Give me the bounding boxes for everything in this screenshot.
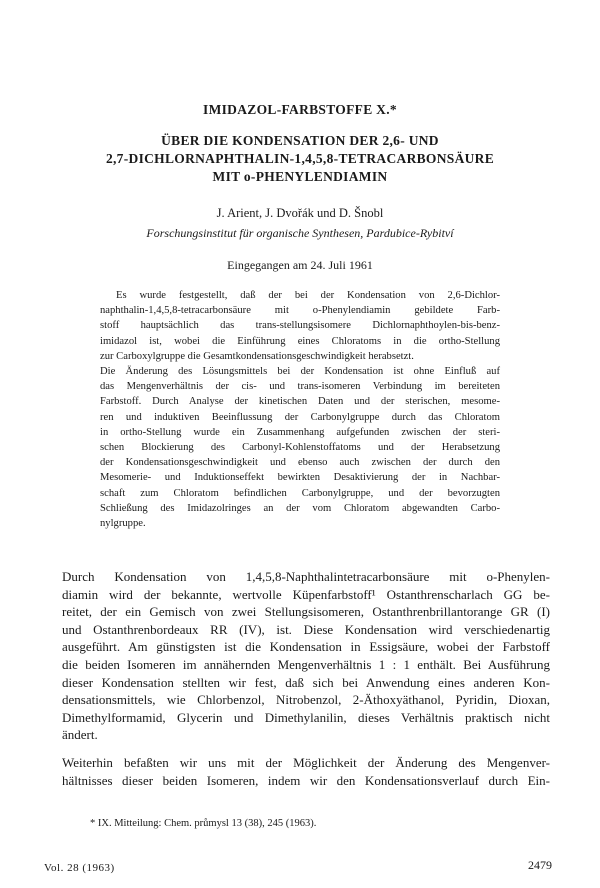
abstract-line: ren und induktiven Beeinflussung der Carbonylgruppe durch das Chloratom xyxy=(100,411,500,423)
institute: Forschungsinstitut für organische Synthesen, Pardubice-Rybitví xyxy=(146,226,454,240)
body-line: diamin wird der bekannte, wertvolle Küpenfarbstoff¹ Ostanthrenscharlach GG be- xyxy=(62,586,550,602)
body-line: reitet, der ein Gemisch von zwei Stellungsisomeren, Ostanthrenbrillantorange GR (I) xyxy=(62,604,550,620)
subtitle-line: 2,7-DICHLORNAPHTHALIN-1,4,5,8-TETRACARBONSÄURE xyxy=(105,151,495,166)
body-line: hältnisses dieser beiden Isomeren, indem wir den Kondensationsverlauf durch Ein- xyxy=(62,772,550,788)
abstract-line: stoff hauptsächlich das trans-stellungsisomere Dichlornaphthoylen-bis-benz- xyxy=(100,320,500,332)
body-line: Dimethylformamid, Glycerin und Dimethylanilin, dieses Verhältnis praktisch nicht xyxy=(62,709,550,725)
body-text xyxy=(62,568,550,789)
body-line: dieser Kondensation stellten wir fest, daß sich bei Anwendung eines anderen Kon- xyxy=(62,674,550,690)
abstract xyxy=(100,288,500,531)
subtitle-line: MIT o-PHENYLENDIAMIN xyxy=(212,169,388,184)
received-date: Eingegangen am 24. Juli 1961 xyxy=(227,258,373,272)
abstract-line: zur Carboxylgruppe die Gesamtkondensationsgeschwindigkeit herabsetzt. xyxy=(100,350,414,362)
abstract-line: schen Blockierung des Carbonyl-Kohlenstoffatoms und der Herabsetzung xyxy=(100,442,500,454)
subtitle-line: ÜBER DIE KONDENSATION DER 2,6- UND xyxy=(161,133,439,148)
body-line: ausgeführt. Am günstigsten ist die Kondensation in Essigsäure, wobei der Farbstoff xyxy=(62,639,550,655)
body-line: die beiden Isomeren im annähernden Mengenverhältnis 1 : 1 enthält. Bei Ausführung xyxy=(62,656,550,672)
abstract-line: naphthalin-1,4,5,8-tetracarbonsäure mit o-Phenylendiamin gebildete Farb- xyxy=(100,305,500,317)
footnote: * IX. Mitteilung: Chem. průmysl 13 (38), 245 (1963). xyxy=(90,818,317,829)
article-subtitle xyxy=(0,132,600,186)
body-line: Durch Kondensation von 1,4,5,8-Naphthalintetracarbonsäure mit o-Phenylen- xyxy=(62,569,550,584)
abstract-line: Die Änderung des Lösungsmittels bei der Kondensation ist ohne Einfluß auf xyxy=(100,366,500,378)
abstract-line: in ortho-Stellung wurde ein Zusammenhang aufgefunden zwischen der steri- xyxy=(100,426,500,438)
abstract-line: Farbstoff. Durch Analyse der kinetischen Daten und der sterischen, mesome- xyxy=(100,396,500,408)
body-line: ändert. xyxy=(62,727,98,743)
abstract-line: imidazol ist, wobei die Einführung eines Chloratoms in die ortho-Stellung xyxy=(100,335,500,347)
abstract-line: Schließung des Imidazolringes an der vom Chloratom abgewandten Carbo- xyxy=(100,502,500,514)
article-title: IMIDAZOL-FARBSTOFFE X.* xyxy=(203,102,397,117)
body-line: und Ostanthrenbordeaux RR (IV), ist. Diese Kondensation wird verschiedenartig xyxy=(62,621,550,637)
abstract-line: nylgruppe. xyxy=(100,518,146,530)
abstract-line: schaft zum Chloratom befindlichen Carbonylgruppe, und der bevorzugten xyxy=(100,487,500,499)
abstract-line: der Kondensationsgeschwindigkeit und ebenso auch zwischen der durch den xyxy=(100,457,500,469)
journal-volume: Vol. 28 (1963) xyxy=(44,862,115,874)
body-line: densationsmittels, wie Chlorbenzol, Nitrobenzol, 2-Äthoxyäthanol, Pyridin, Dioxan, xyxy=(62,692,550,708)
abstract-line: Mesomerie- und Induktionseffekt bewirkten Desaktivierung der in Nachbar- xyxy=(100,472,500,484)
abstract-line: Es wurde festgestellt, daß der bei der Kondensation von 2,6-Dichlor- xyxy=(116,290,500,301)
page-number: 2479 xyxy=(528,858,552,872)
authors: J. Arient, J. Dvořák und D. Šnobl xyxy=(216,206,384,220)
body-line: Weiterhin befaßten wir uns mit der Möglichkeit der Änderung des Mengenver- xyxy=(62,754,550,770)
abstract-line: das Mengenverhältnis der cis- und trans-isomeren Verbindung im bereiteten xyxy=(100,381,500,393)
